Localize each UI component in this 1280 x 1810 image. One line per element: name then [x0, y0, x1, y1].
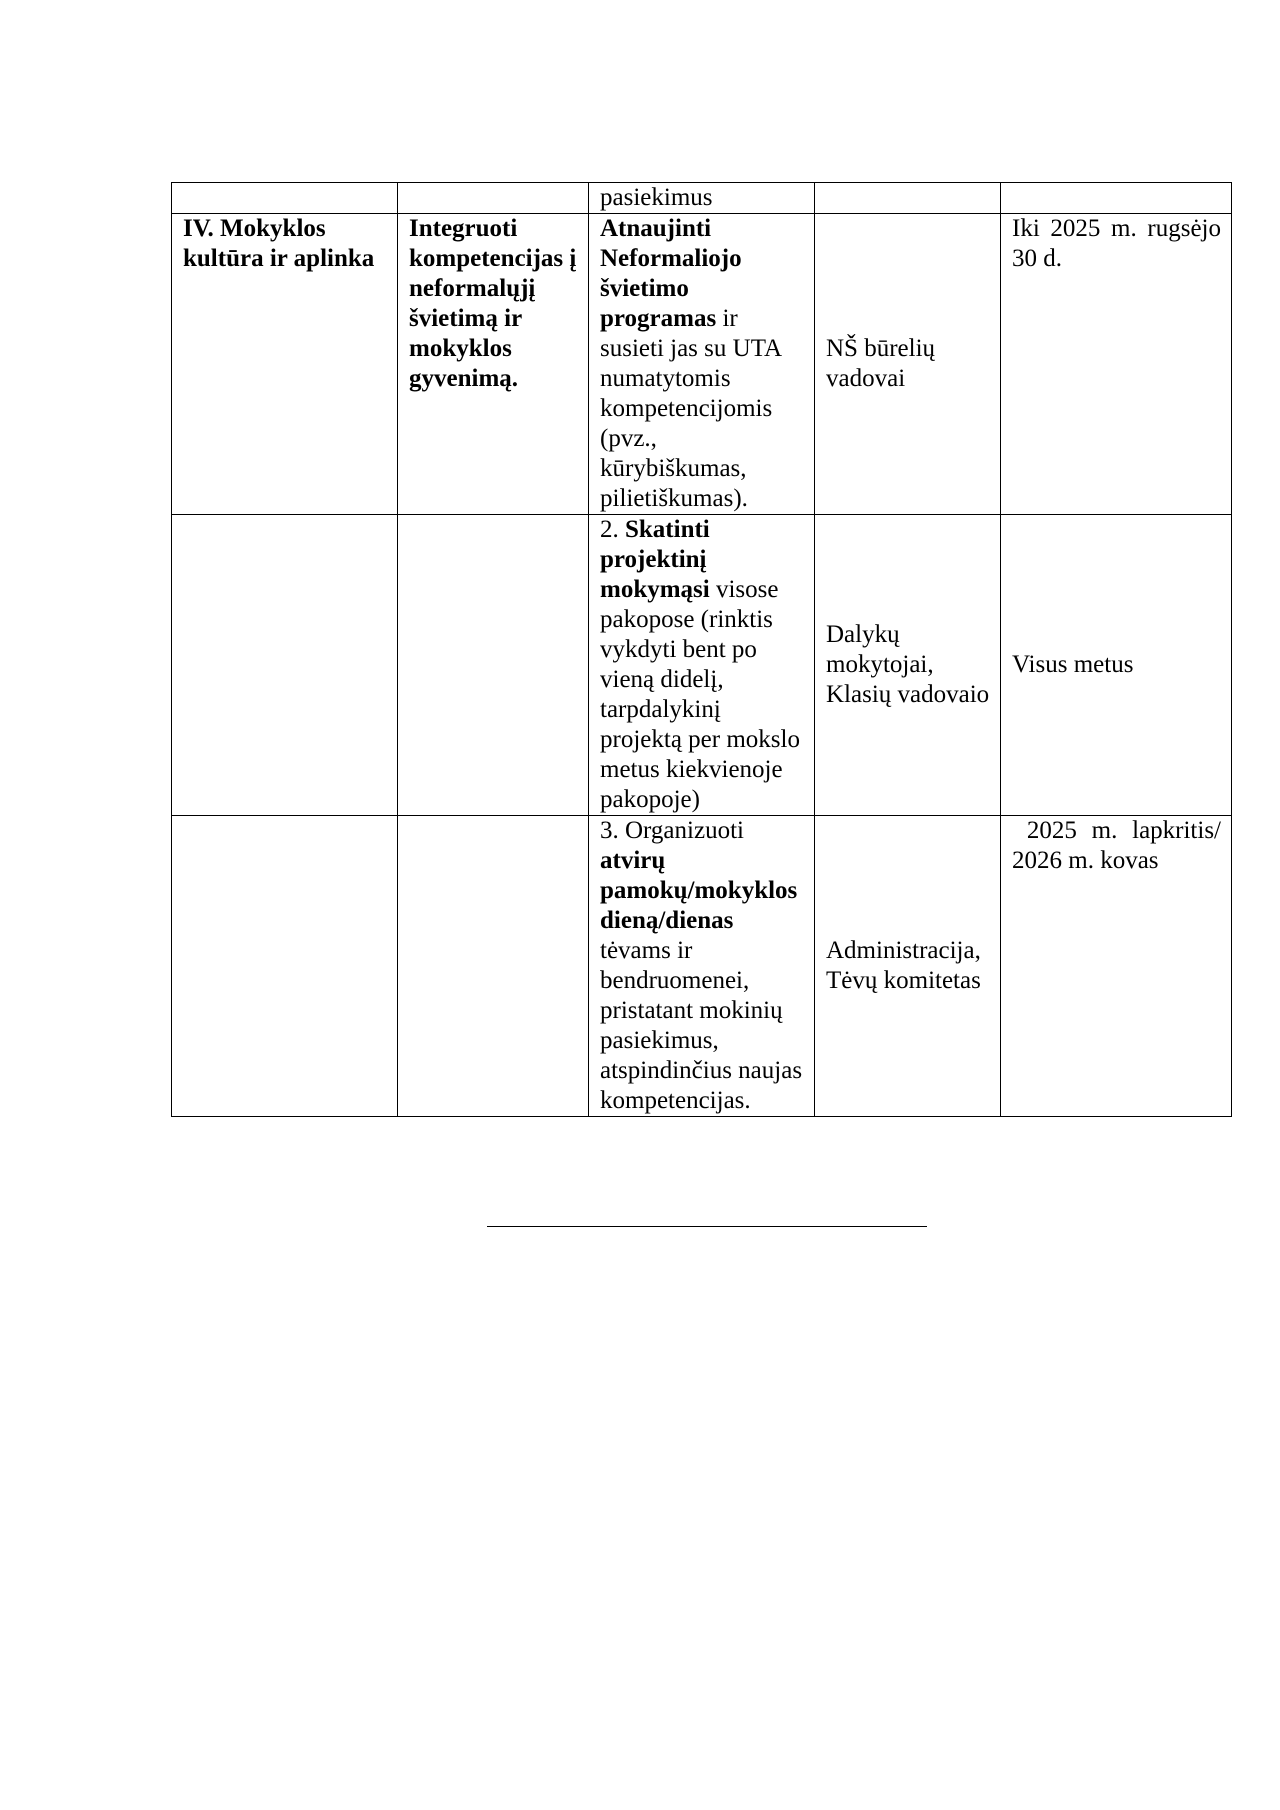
- action-text: pasiekimus: [600, 184, 713, 211]
- area-cell: [172, 183, 398, 214]
- area-cell: [172, 515, 398, 816]
- goal-cell: [398, 183, 589, 214]
- action-bold-text: atvirų pamokų/mokyklos dieną/dienas: [600, 847, 798, 934]
- action-number: 2.: [600, 516, 625, 543]
- table-row: [172, 816, 1232, 1117]
- area-cell: [172, 214, 398, 515]
- area-cell: [172, 816, 398, 1117]
- table-row: [172, 515, 1232, 816]
- goal-text: Integruoti kompetencijas į neformalųjį švietimą ir mokyklos gyvenimą.: [409, 215, 577, 392]
- action-bold-text: Atnaujinti Neformaliojo švietimo programas: [600, 215, 742, 332]
- action-text: visose pakopose (rinktis vykdyti bent po vieną didelį, tarpdalykinį projektą per mokslo metus kiekvienoje pakopoje): [600, 576, 800, 813]
- deadline-cell: [1001, 183, 1232, 214]
- area-text: IV. Mokyklos kultūra ir aplinka: [183, 215, 375, 272]
- deadline-cell: [1001, 816, 1232, 1117]
- action-cell: [589, 816, 815, 1117]
- deadline-text: Iki 2025 m. rugsėjo 30 d.: [1012, 215, 1221, 272]
- goal-cell: [398, 214, 589, 515]
- responsible-cell: [815, 183, 1001, 214]
- action-text: ir susieti jas su UTA numatytomis kompetencijomis (pvz., kūrybiškumas, pilietiškumas).: [600, 305, 781, 512]
- table-row: [172, 214, 1232, 515]
- action-number: 3. Organizuoti: [600, 817, 744, 844]
- deadline-text: 2025 m. lapkritis/ 2026 m. kovas: [1012, 817, 1228, 874]
- action-cell: [589, 515, 815, 816]
- responsible-text: Administracija, Tėvų komitetas: [826, 937, 981, 994]
- action-plan-table: [171, 182, 1232, 1117]
- action-text: tėvams ir bendruomenei, pristatant mokinių pasiekimus, atspindinčius naujas kompetencijas.: [600, 937, 803, 1114]
- deadline-cell: [1001, 515, 1232, 816]
- responsible-cell: [815, 816, 1001, 1117]
- action-cell: [589, 183, 815, 214]
- responsible-text: Dalykų mokytojai, Klasių vadovaio: [826, 621, 990, 708]
- deadline-text: Visus metus: [1012, 651, 1134, 678]
- responsible-cell: [815, 214, 1001, 515]
- end-divider-line: [487, 1226, 927, 1227]
- goal-cell: [398, 816, 589, 1117]
- table-row: [172, 183, 1232, 214]
- deadline-cell: [1001, 214, 1232, 515]
- goal-cell: [398, 515, 589, 816]
- responsible-cell: [815, 515, 1001, 816]
- action-cell: [589, 214, 815, 515]
- responsible-text: NŠ būrelių vadovai: [826, 335, 936, 392]
- action-bold-text: Skatinti projektinį mokymąsi: [600, 516, 710, 603]
